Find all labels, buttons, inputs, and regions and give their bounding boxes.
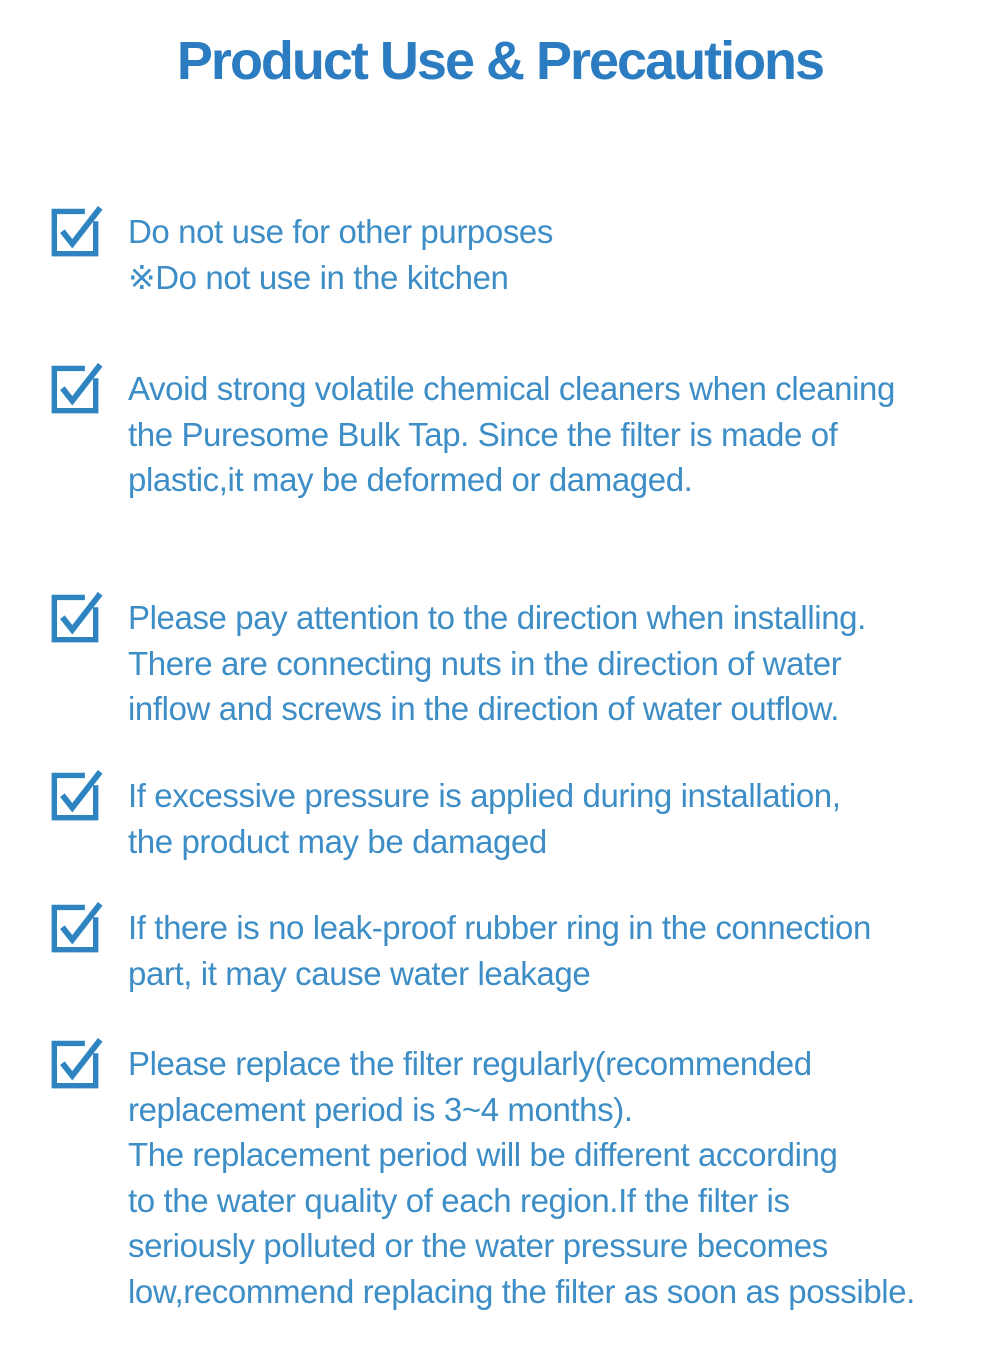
page-title: Product Use & Precautions	[176, 31, 824, 91]
precaution-text	[128, 905, 871, 996]
text-line: Please pay attention to the direction when installing.	[128, 599, 866, 636]
text-line: part, it may cause water leakage	[128, 954, 591, 992]
checked-checkbox-icon	[48, 770, 102, 824]
text-line: the Puresome Bulk Tap. Since the filter is made of	[128, 415, 838, 453]
precaution-text	[128, 366, 895, 503]
precaution-item	[48, 206, 982, 300]
text-line: inflow and screws in the direction of water outflow.	[128, 690, 840, 727]
text-line: plastic,it may be deformed or damaged.	[128, 461, 693, 498]
checked-checkbox-icon	[48, 592, 102, 646]
precaution-item	[48, 1038, 982, 1314]
checked-checkbox-icon	[48, 1038, 102, 1092]
text-line: low,recommend replacing the filter as soon as possible.	[128, 1272, 915, 1310]
text-line: ※Do not use in the kitchen	[128, 258, 509, 296]
text-line: The replacement period will be different according	[128, 1136, 838, 1173]
text-line: Please replace the filter regularly(recommended	[128, 1045, 812, 1082]
precaution-item	[48, 363, 982, 503]
text-line: to the water quality of each region.If the filter is	[128, 1181, 790, 1219]
precaution-item	[48, 902, 982, 996]
precaution-text	[128, 595, 866, 732]
text-line: seriously polluted or the water pressure becomes	[128, 1227, 828, 1264]
text-line: Do not use for other purposes	[128, 213, 553, 250]
text-line: the product may be damaged	[128, 822, 547, 860]
precaution-text	[128, 773, 841, 864]
precaution-item	[48, 592, 982, 732]
text-line: replacement period is 3~4 months).	[128, 1090, 633, 1128]
text-line: Avoid strong volatile chemical cleaners when cleaning	[128, 370, 895, 407]
precaution-text	[128, 1041, 915, 1314]
checked-checkbox-icon	[48, 902, 102, 956]
precaution-text	[128, 209, 553, 300]
checked-checkbox-icon	[48, 363, 102, 417]
precaution-item	[48, 770, 982, 864]
checked-checkbox-icon	[48, 206, 102, 260]
text-line: If there is no leak-proof rubber ring in the connection	[128, 909, 871, 946]
text-line: There are connecting nuts in the direction of water	[128, 644, 842, 682]
text-line: If excessive pressure is applied during installation,	[128, 777, 841, 814]
